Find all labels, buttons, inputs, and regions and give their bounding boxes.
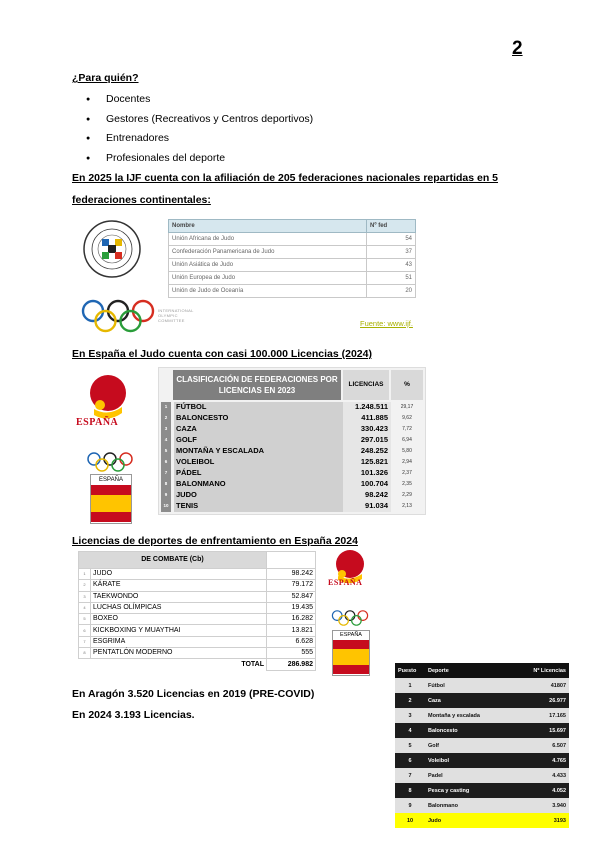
licences-value: 79.172 — [267, 580, 316, 591]
sport-name: TAEKWONDO — [91, 591, 267, 602]
rank-number: 6 — [395, 753, 425, 768]
table-row — [161, 501, 423, 512]
table-row — [79, 580, 316, 591]
table-row — [169, 233, 416, 246]
sport-name: Fútbol — [425, 678, 517, 693]
licences-value: 101.326 — [343, 468, 391, 479]
olympic-rings-logo — [80, 298, 156, 334]
fed-count: 54 — [367, 233, 416, 246]
licences-value: 13.821 — [267, 625, 316, 636]
fed-name: Confederación Panamericana de Judo — [169, 246, 367, 259]
sport-name: Voleibol — [425, 753, 517, 768]
table-row — [395, 738, 569, 753]
licences-value: 248.252 — [343, 446, 391, 457]
csd-wordmark: ESPAÑA — [76, 417, 119, 428]
licences-value: 26.977 — [517, 693, 569, 708]
table-header: Nombre — [169, 220, 367, 233]
percentage-value: 6,94 — [402, 437, 412, 443]
licences-value: 125.821 — [343, 457, 391, 468]
fed-count: 37 — [367, 246, 416, 259]
rank-number: 3 — [161, 424, 171, 435]
table-row — [79, 602, 316, 613]
rank-number: 2 — [79, 580, 91, 591]
sport-name: BALONCESTO — [174, 413, 343, 424]
fed-name: Unión Africana de Judo — [169, 233, 367, 246]
list-item: ● Profesionales del deporte — [86, 149, 313, 169]
rank-number: 2 — [395, 693, 425, 708]
sport-name: CAZA — [174, 424, 343, 435]
list-item: ● Entrenadores — [86, 129, 313, 149]
licences-value: 1.248.511 — [343, 402, 391, 413]
sport-name: PENTATLÓN MODERNO — [91, 648, 267, 659]
table-row — [169, 272, 416, 285]
licences-value: 4.433 — [517, 768, 569, 783]
sport-name: LUCHAS OLÍMPICAS — [91, 602, 267, 613]
sport-name: ESGRIMA — [91, 636, 267, 647]
table-header: Nº Licencias — [517, 663, 569, 678]
combat-title: DE COMBATE (Cb) — [79, 552, 267, 569]
rank-number: 7 — [161, 468, 171, 479]
shield-label: ESPAÑA — [333, 631, 369, 640]
aragon-ranking-table — [395, 663, 569, 828]
licences-value: 6.507 — [517, 738, 569, 753]
sport-name: Montaña y escalada — [425, 708, 517, 723]
sport-name: KICKBOXING Y MUAYTHAI — [91, 625, 267, 636]
table-row — [395, 693, 569, 708]
sport-name: BOXEO — [91, 614, 267, 625]
table-row — [169, 259, 416, 272]
sport-name: FÚTBOL — [174, 402, 343, 413]
table-row — [395, 723, 569, 738]
para-quien-heading: ¿Para quién? — [72, 72, 139, 84]
rank-number: 4 — [79, 602, 91, 613]
licences-value: 411.885 — [343, 413, 391, 424]
rank-number: 7 — [395, 768, 425, 783]
ijf-logo — [82, 219, 142, 279]
table-row — [79, 591, 316, 602]
rank-number: 8 — [395, 783, 425, 798]
rank-number: 1 — [395, 678, 425, 693]
table-row — [161, 446, 423, 457]
sport-name: JUDO — [91, 569, 267, 580]
federations-ranking-table — [158, 367, 426, 515]
rank-number: 4 — [395, 723, 425, 738]
table-row — [161, 479, 423, 490]
shield-label: ESPAÑA — [91, 475, 131, 485]
pct-header: % — [391, 370, 423, 400]
table-row — [79, 614, 316, 625]
percentage-value: 2,13 — [402, 503, 412, 509]
sport-name: Caza — [425, 693, 517, 708]
table-row — [395, 798, 569, 813]
percentage-value: 2,94 — [402, 459, 412, 465]
combat-heading: Licencias de deportes de enfrentamiento en España 2024 — [72, 535, 358, 547]
csd-logo-2 — [326, 548, 374, 593]
sport-name: KÁRATE — [91, 580, 267, 591]
licences-value: 15.697 — [517, 723, 569, 738]
table-row — [395, 813, 569, 828]
aragon-2019: En Aragón 3.520 Licencias en 2019 (PRE-COVID) — [72, 688, 315, 700]
total-label: TOTAL — [241, 660, 264, 668]
sport-name: PÁDEL — [174, 468, 343, 479]
rank-number: 7 — [79, 636, 91, 647]
sport-name: TENIS — [174, 501, 343, 512]
aragon-2024: En 2024 3.193 Licencias. — [72, 709, 195, 721]
fed-name: Unión de Judo de Oceanía — [169, 285, 367, 298]
table-row — [79, 648, 316, 659]
rank-number: 5 — [79, 614, 91, 625]
ioc-text: INTERNATIONAL OLYMPIC COMMITTEE — [158, 308, 194, 323]
spain-flag-shield — [90, 474, 132, 524]
licences-value: 16.282 — [267, 614, 316, 625]
federations-table — [168, 219, 416, 298]
sport-name: Golf — [425, 738, 517, 753]
table-row — [161, 413, 423, 424]
rank-number: 8 — [79, 648, 91, 659]
licences-value: 3.940 — [517, 798, 569, 813]
table-header: Nº fed — [367, 220, 416, 233]
table-row — [395, 783, 569, 798]
sport-name: JUDO — [174, 490, 343, 501]
percentage-value: 29,17 — [400, 404, 414, 410]
page-number: 2 — [512, 38, 523, 59]
rank-number: 6 — [79, 625, 91, 636]
table-row — [161, 435, 423, 446]
sport-name: Pesca y casting — [425, 783, 517, 798]
rank-number: 6 — [161, 457, 171, 468]
spain-flag-shield-2 — [332, 630, 370, 676]
table-row — [395, 753, 569, 768]
licences-value: 4.765 — [517, 753, 569, 768]
licences-value: 6.628 — [267, 636, 316, 647]
percentage-value: 2,37 — [402, 470, 412, 476]
sport-name: Baloncesto — [425, 723, 517, 738]
licences-value: 297.015 — [343, 435, 391, 446]
table-row — [169, 285, 416, 298]
sport-name: Judo — [425, 813, 517, 828]
csd-wordmark-2: ESPAÑA — [328, 578, 363, 587]
rank-number: 1 — [79, 569, 91, 580]
table-row — [161, 490, 423, 501]
licences-value: 555 — [267, 648, 316, 659]
spain-heading: En España el Judo cuenta con casi 100.000 Licencias (2024) — [72, 348, 372, 360]
source-link[interactable]: Fuente: www.ijf. — [360, 319, 413, 328]
table-header: Deporte — [425, 663, 517, 678]
fed-count: 43 — [367, 259, 416, 272]
rank-number: 10 — [161, 501, 171, 512]
rank-number: 9 — [395, 798, 425, 813]
fed-name: Unión Europea de Judo — [169, 272, 367, 285]
list-item: ● Docentes — [86, 90, 313, 110]
licences-value: 19.435 — [267, 602, 316, 613]
rank-number: 9 — [161, 490, 171, 501]
combat-sports-table — [78, 551, 316, 671]
rank-number: 3 — [79, 591, 91, 602]
olympic-rings-small-2 — [330, 610, 370, 631]
table-row — [79, 636, 316, 647]
licences-value: 3193 — [517, 813, 569, 828]
licences-value: 100.704 — [343, 479, 391, 490]
rank-number: 4 — [161, 435, 171, 446]
licencias-header: LICENCIAS — [343, 370, 389, 400]
fed-name: Unión Asiática de Judo — [169, 259, 367, 272]
table-row — [161, 468, 423, 479]
sport-name: MONTAÑA Y ESCALADA — [174, 446, 343, 457]
rank-number: 2 — [161, 413, 171, 424]
fed-count: 51 — [367, 272, 416, 285]
csd-logo — [76, 373, 136, 432]
table-row — [79, 625, 316, 636]
percentage-value: 9,62 — [402, 415, 412, 421]
licences-value: 91.034 — [343, 501, 391, 512]
table-row — [161, 457, 423, 468]
licences-value: 330.423 — [343, 424, 391, 435]
table-row — [395, 678, 569, 693]
percentage-value: 2,35 — [402, 481, 412, 487]
rank-number: 5 — [161, 446, 171, 457]
list-item: ● Gestores (Recreativos y Centros deportivos) — [86, 110, 313, 130]
sport-name: VOLEIBOL — [174, 457, 343, 468]
sport-name: Balonmano — [425, 798, 517, 813]
licences-value: 98.242 — [343, 490, 391, 501]
rank-number: 10 — [395, 813, 425, 828]
percentage-value: 5,80 — [402, 448, 412, 454]
sport-name: BALONMANO — [174, 479, 343, 490]
licences-value: 98.242 — [267, 569, 316, 580]
rank-number: 8 — [161, 479, 171, 490]
table-row — [395, 708, 569, 723]
percentage-value: 7,72 — [402, 426, 412, 432]
rank-number: 3 — [395, 708, 425, 723]
licences-value: 41807 — [517, 678, 569, 693]
ranking-title: CLASIFICACIÓN DE FEDERACIONES POR LICENCIAS EN 2023 — [173, 370, 341, 400]
sport-name: Padel — [425, 768, 517, 783]
table-row — [161, 402, 423, 413]
total-value: 286.982 — [267, 659, 316, 670]
percentage-value: 2,29 — [402, 492, 412, 498]
table-row — [161, 424, 423, 435]
rank-number: 5 — [395, 738, 425, 753]
sport-name: GOLF — [174, 435, 343, 446]
licences-value: 4.052 — [517, 783, 569, 798]
table-row — [79, 569, 316, 580]
ijf-heading: En 2025 la IJF cuenta con la afiliación de 205 federaciones nacionales repartidas en 5 federaciones continentales: — [72, 172, 499, 206]
rank-number: 1 — [161, 402, 171, 413]
licences-value: 17.165 — [517, 708, 569, 723]
fed-count: 20 — [367, 285, 416, 298]
table-row — [395, 768, 569, 783]
licences-value: 52.847 — [267, 591, 316, 602]
audience-list — [86, 90, 313, 168]
table-header: Puesto — [395, 663, 425, 678]
table-row — [169, 246, 416, 259]
